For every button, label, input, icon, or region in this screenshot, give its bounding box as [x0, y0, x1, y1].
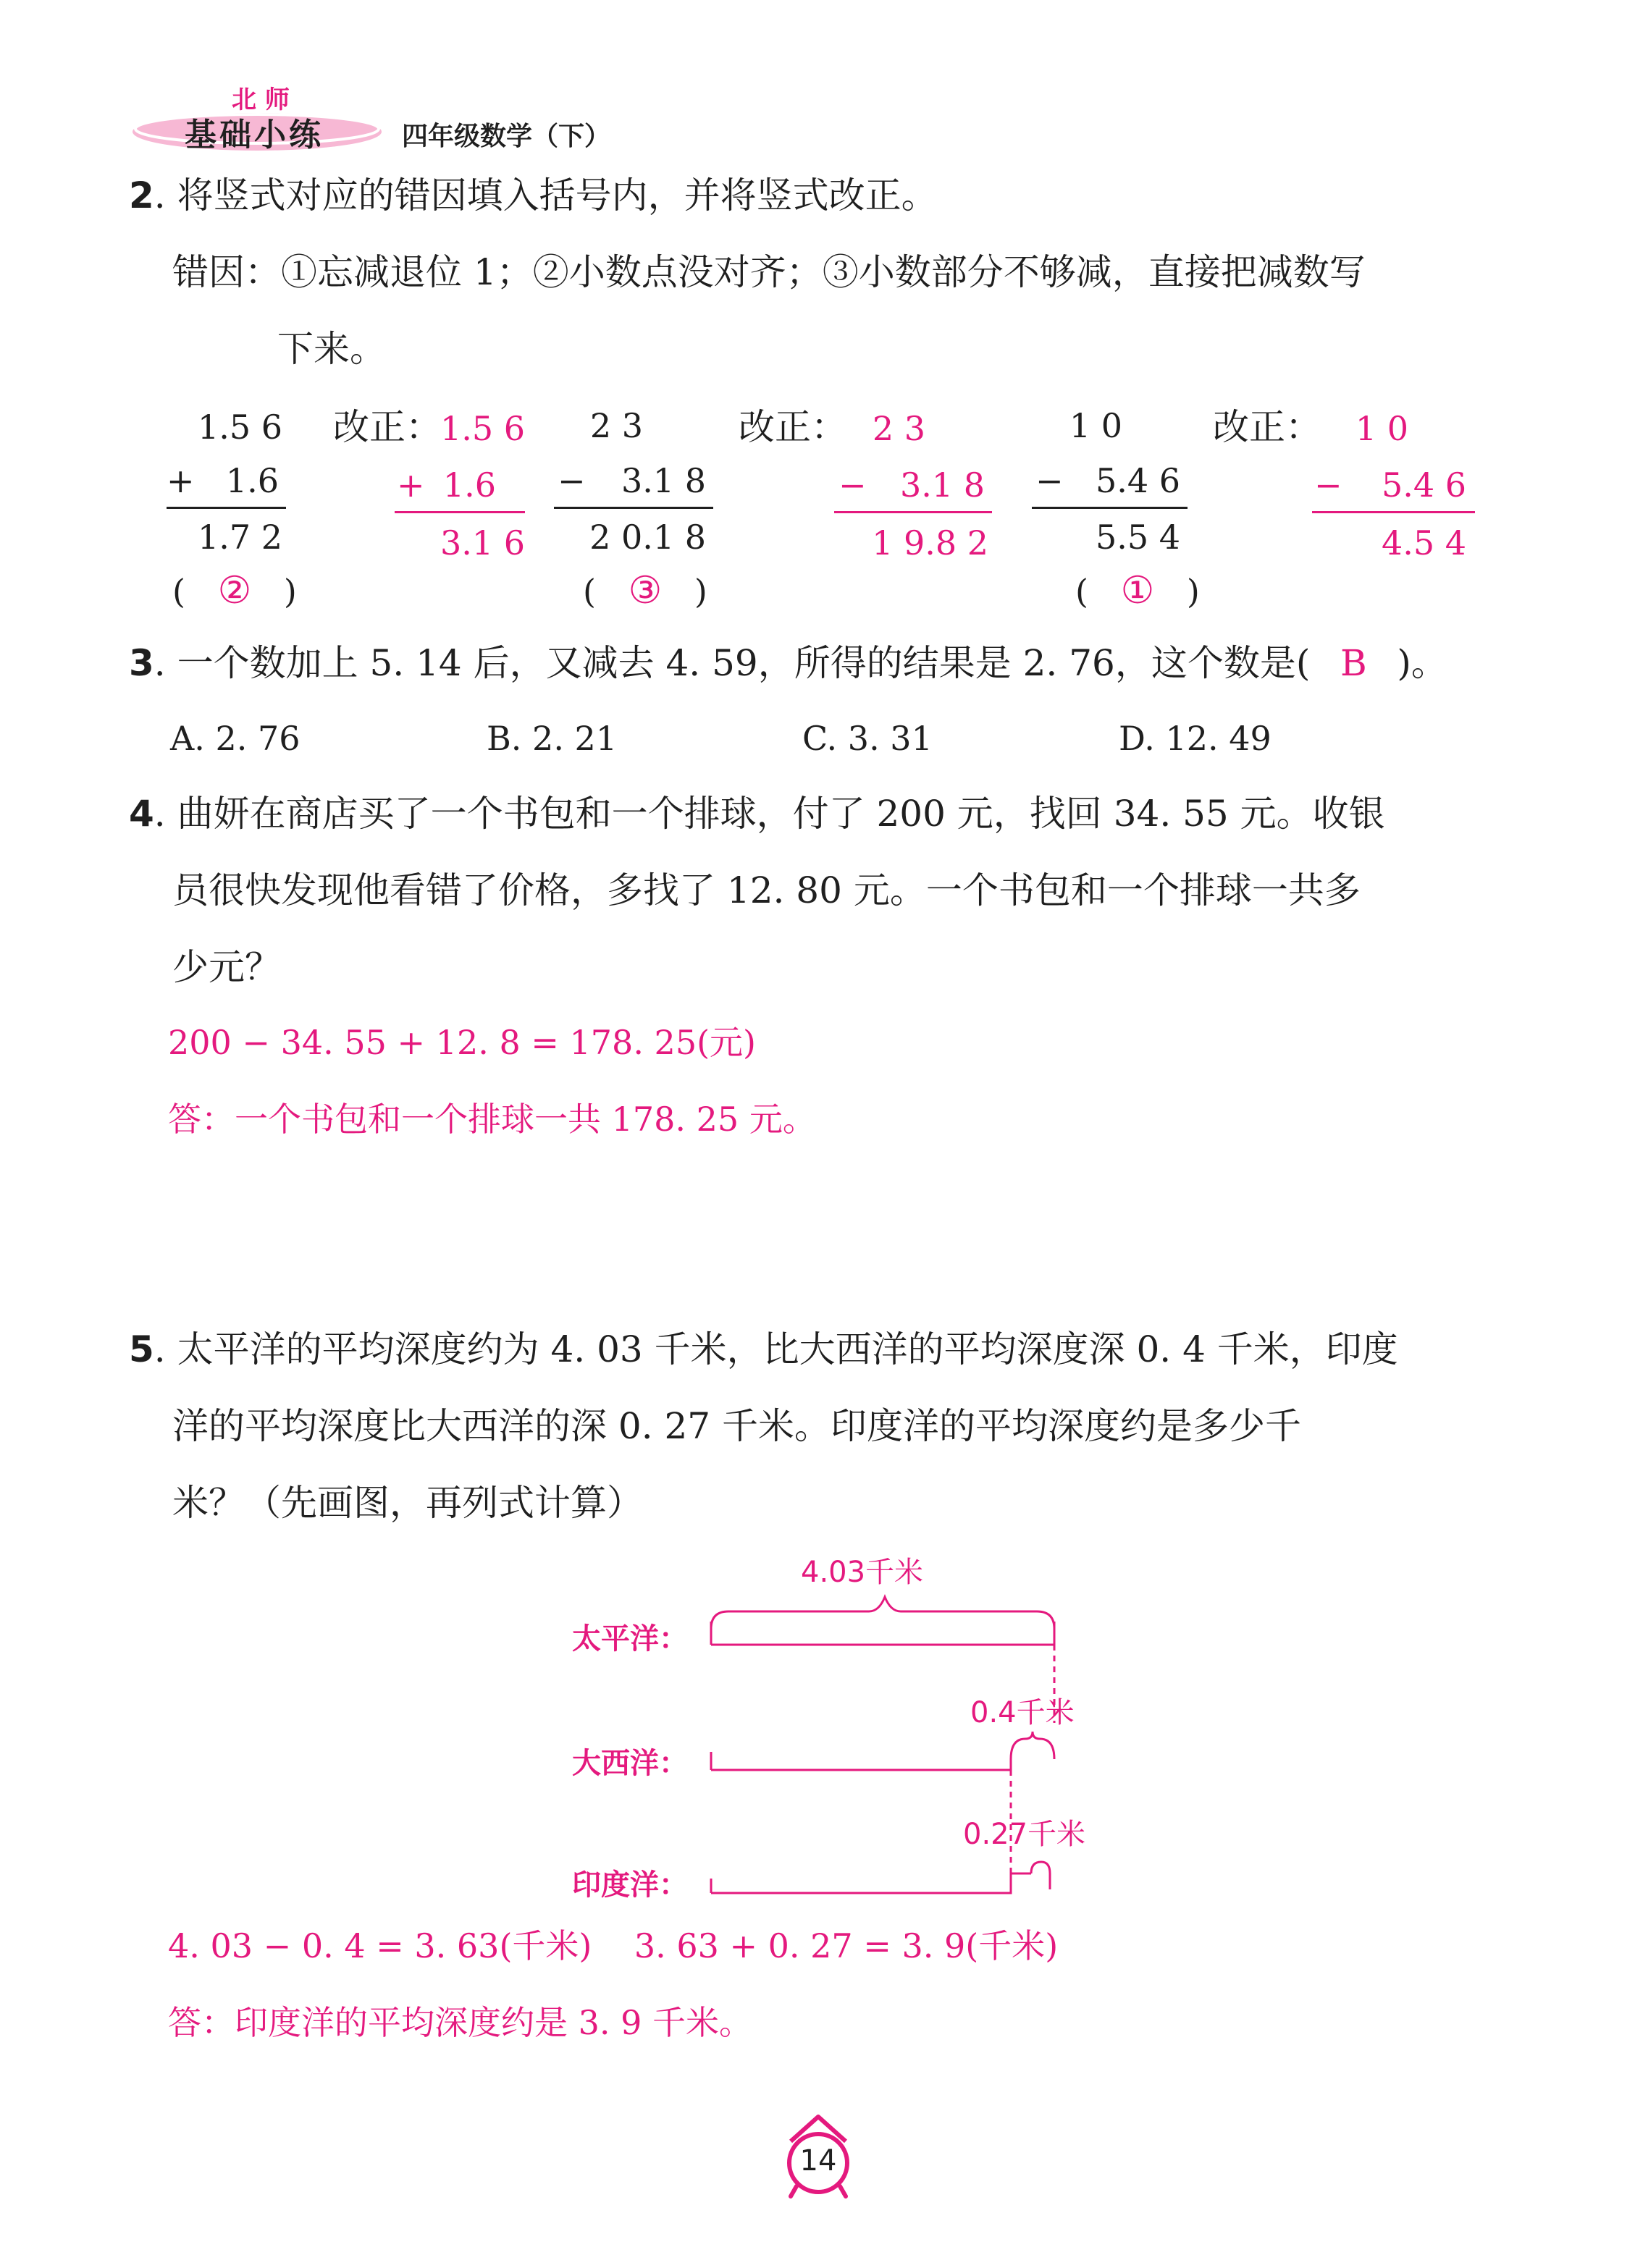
wrong-result: 2 0.1 8	[589, 518, 706, 557]
question-stem-line3: 米？（先画图，再列式计算）	[172, 1482, 643, 1524]
sum-line	[167, 507, 286, 509]
operand-top: 1.5 6	[197, 408, 282, 447]
fix-result: 4.5 4	[1381, 523, 1466, 562]
error-reasons-line2: 下来。	[277, 328, 386, 370]
question-stem: . 一个数加上 5. 14 后，又减去 4. 59，所得的结果是 2. 76，这个数是(	[154, 642, 1311, 684]
option-d[interactable]: D. 12. 49	[1119, 719, 1272, 758]
wrong-result: 1.7 2	[197, 518, 282, 557]
fix-label: 改正：	[1213, 406, 1321, 448]
fix-operand-top: 1 0	[1355, 409, 1408, 448]
reason-blank[interactable]: ( ② )	[172, 569, 297, 612]
solution-answer: 答：一个书包和一个排球一共 178. 25 元。	[168, 1100, 816, 1139]
option-c[interactable]: C. 3. 31	[802, 719, 933, 758]
operator: −	[1035, 461, 1064, 500]
fix-result: 3.1 6	[440, 523, 525, 562]
pacific-label: 太平洋：	[572, 1622, 688, 1656]
operand-bottom: 5.4 6	[1095, 461, 1180, 500]
pacific-bar	[711, 1622, 1054, 1645]
brand-title: 基础小练	[185, 117, 324, 153]
atlantic-bar	[711, 1752, 1011, 1770]
operator: −	[558, 461, 586, 500]
wrong-result: 5.5 4	[1095, 518, 1180, 557]
fix-sum-line	[395, 511, 525, 513]
solution-answer: 答：印度洋的平均深度约是 3. 9 千米。	[168, 2003, 753, 2042]
reason-blank[interactable]: ( ① )	[1075, 569, 1200, 612]
indian-diff-label: 0.27千米	[963, 1818, 1086, 1851]
operand-top: 2 3	[589, 406, 643, 445]
atlantic-label: 大西洋：	[572, 1747, 688, 1780]
question-stem-line1: . 曲妍在商店买了一个书包和一个排球，付了 200 元，找回 34. 55 元。收银	[154, 793, 1385, 835]
atlantic-diff-brace	[1011, 1732, 1054, 1759]
question-number: 3	[129, 642, 154, 684]
question-stem: . 将竖式对应的错因填入括号内，并将竖式改正。	[154, 174, 938, 216]
solution-formula: 4. 03 − 0. 4 = 3. 63(千米) 3. 63 + 0. 27 = 3. 9(千米)	[168, 1926, 1059, 1965]
operand-top: 1 0	[1069, 406, 1122, 445]
error-reasons-line1: 错因：①忘减退位 1；②小数点没对齐；③小数部分不够减，直接把减数写	[172, 251, 1366, 293]
difference-line	[554, 507, 713, 509]
operand-bottom: 1.6	[225, 461, 279, 500]
atlantic-diff-label: 0.4千米	[970, 1696, 1075, 1729]
fix-operator: −	[1314, 465, 1342, 505]
fix-label: 改正：	[333, 406, 442, 448]
page-number: 14	[799, 2144, 837, 2178]
option-b[interactable]: B. 2. 21	[487, 719, 618, 758]
reason-answer: ①	[1120, 569, 1155, 612]
fix-result: 1 9.8 2	[872, 523, 988, 562]
indian-bar	[711, 1873, 1031, 1893]
fix-difference-line	[1312, 511, 1475, 513]
indian-diff-brace	[1031, 1862, 1050, 1889]
fix-operand-bottom: 1.6	[442, 465, 496, 505]
question-stem-end: )。	[1397, 642, 1447, 684]
reason-answer: ③	[628, 569, 663, 612]
question-number: 2	[129, 174, 154, 216]
pacific-value-label: 4.03千米	[801, 1556, 924, 1589]
question-stem-line1: . 太平洋的平均深度约为 4. 03 千米，比大西洋的平均深度深 0. 4 千米，印度	[154, 1328, 1398, 1370]
fix-operand-bottom: 5.4 6	[1381, 465, 1466, 505]
question-stem-line2: 洋的平均深度比大西洋的深 0. 27 千米。印度洋的平均深度约是多少千	[172, 1405, 1302, 1447]
question-number: 4	[129, 793, 154, 835]
answer-blank[interactable]: B	[1340, 642, 1367, 684]
brand-top: 北 师	[232, 85, 290, 114]
difference-line	[1032, 507, 1188, 509]
fix-operator: −	[838, 465, 867, 505]
reason-blank[interactable]: ( ③ )	[583, 569, 707, 612]
fix-label: 改正：	[739, 406, 847, 448]
pacific-brace	[711, 1597, 1054, 1629]
grade-label: 四年级数学（下）	[402, 122, 611, 151]
option-a[interactable]: A. 2. 76	[170, 719, 300, 758]
reason-answer: ②	[217, 569, 252, 612]
fix-operand-top: 2 3	[872, 409, 925, 448]
operand-bottom: 3.1 8	[621, 461, 706, 500]
indian-label: 印度洋：	[572, 1868, 688, 1902]
fix-operator: +	[397, 465, 425, 505]
question-stem-line3: 少元？	[172, 946, 281, 988]
solution-formula: 200 − 34. 55 + 12. 8 = 178. 25(元)	[168, 1023, 756, 1062]
fix-operand-bottom: 3.1 8	[899, 465, 985, 505]
operator: +	[167, 461, 195, 500]
question-number: 5	[129, 1328, 154, 1370]
fix-difference-line	[834, 511, 992, 513]
fix-operand-top: 1.5 6	[440, 409, 525, 448]
question-stem-line2: 员很快发现他看错了价格，多找了 12. 80 元。一个书包和一个排球一共多	[172, 869, 1361, 911]
